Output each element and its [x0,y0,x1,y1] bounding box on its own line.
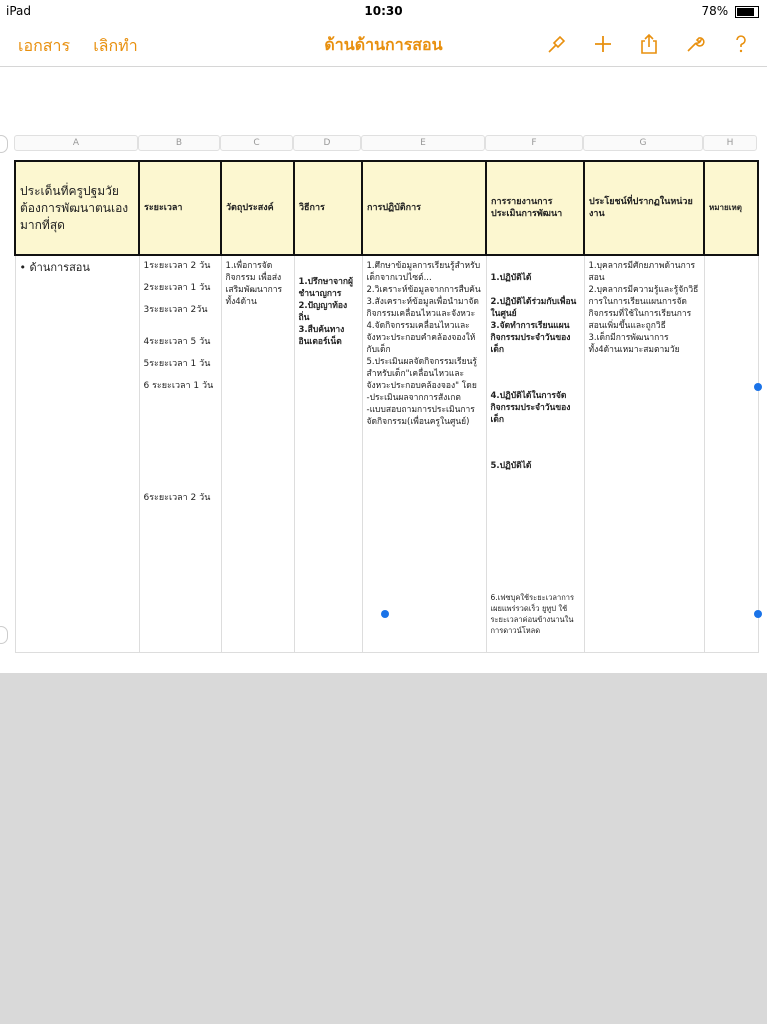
cell-g2[interactable]: 1.บุคลากรมีศักยภาพด้านการสอน 2.บุคลากรมีความรู้และรู้จักวิธีการในการเรียนแผนการจัดกิจกรรมที่ใช้ในการเรียนการสอนเพิ่มขึ้นและถูกวิธี 3.เด็กมีการพัฒนาการทั้ง4ด้านเหมาะสมตามวัย [584,255,704,653]
duration-7: 6ระยะเวลา 2 วัน [143,493,211,503]
cell-a2-text: ด้านการสอน [29,261,90,274]
brush-icon[interactable] [541,28,573,60]
battery-status [702,4,760,18]
document-title[interactable]: ด้านด้านการสอน [324,35,443,54]
duration-5: 5ระยะเวลา 1 วัน [143,359,211,369]
column-header-a[interactable]: A [14,135,138,151]
cell-c2[interactable]: 1.เพื่อการจัดกิจกรรม เพื่อส่งเสริมพัฒนาการทั้ง4ด้าน [221,255,294,653]
cell-b2[interactable] [139,255,221,653]
column-header-e[interactable]: E [361,135,485,151]
header-cell-issue[interactable] [15,161,139,255]
report-1: 1.ปฏิบัติได้ 2.ปฏิบัติได้ร่วมกับเพื่อนในศูนย์ 3.จัดทำการเรียนแผนกิจกรรมประจำวันของเด็ก [490,273,577,355]
duration-3: 3ระยะเวลา 2วัน [143,305,208,315]
table-row [15,255,758,653]
column-header-g[interactable]: G [583,135,703,151]
cell-a2[interactable]: • ด้านการสอน [15,255,139,653]
duration-1: 1ระยะเวลา 2 วัน [143,261,211,271]
status-bar [0,0,767,22]
cell-h2[interactable] [704,255,758,653]
cell-f2[interactable] [486,255,584,653]
column-header-c[interactable]: C [220,135,293,151]
report-4: 4.ปฏิบัติได้ในการจัดกิจกรรมประจำวันของเด็ก [490,391,571,425]
header-row [15,161,758,255]
clock: 10:30 [364,4,403,18]
duration-2: 2ระยะเวลา 1 วัน [143,283,211,293]
battery-percent: 78% [701,4,729,18]
cell-d2[interactable] [294,255,362,653]
data-table [14,160,759,653]
header-cell-report[interactable]: การรายงานการประเมินการพัฒนา [486,161,584,255]
header-cell-duration[interactable]: ระยะเวลา [139,161,221,255]
selection-handle-corner[interactable] [754,610,762,618]
toolbar [0,22,767,67]
report-5: 5.ปฏิบัติได้ [490,461,532,471]
documents-button[interactable]: เอกสาร [18,36,71,55]
column-header-h[interactable]: H [703,135,757,151]
selection-handle-right[interactable] [754,383,762,391]
header-issue-text: ประเด็นที่ครูปฐมวัยต้องการพัฒนาตนเองมากที่สุด [20,183,129,232]
plus-icon[interactable] [587,28,619,60]
column-header-d[interactable]: D [293,135,361,151]
header-cell-method[interactable]: วิธีการ [294,161,362,255]
cell-d2-text: 1.ปรึกษาจากผู้ชำนาญการ 2.ปัญญาท้องถิ่น 3.สืบค้นทางอินเตอร์เน็ต [298,277,354,347]
empty-area [0,673,767,1024]
column-header-b[interactable]: B [138,135,220,151]
battery-icon [735,6,759,18]
help-icon[interactable] [725,28,757,60]
header-cell-benefit[interactable]: ประโยชน์ที่ปรากฏในหน่วยงาน [584,161,704,255]
header-cell-action[interactable]: การปฏิบัติการ [362,161,486,255]
column-headers [14,135,757,151]
share-icon[interactable] [633,28,665,60]
duration-4: 4ระยะเวลา 5 วัน [143,337,211,347]
report-6: 6.เฟซบุคใช้ระยะเวลาการเผยแพร่รวดเร็ว ยูทูป ใช้ระยะเวลาค่อนข้างนานในการดาวน์โหลด [490,593,574,635]
header-cell-objective[interactable]: วัตถุประสงค์ [221,161,294,255]
wrench-icon[interactable] [679,28,711,60]
selection-handle-bottom[interactable] [381,610,389,618]
duration-6: 6 ระยะเวลา 1 วัน [143,381,214,391]
device-label: iPad [6,4,32,18]
column-header-f[interactable]: F [485,135,583,151]
undo-button[interactable]: เลิกทำ [93,36,138,55]
header-cell-note[interactable]: หมายเหตุ [704,161,758,255]
cell-e2[interactable]: 1.ศึกษาข้อมูลการเรียนรู้สำหรับเด็กจากเวปไซต์... 2.วิเคราะห์ข้อมูลจากการสืบค้น 3.สังเคราะห์ข้อมูลเพื่อนำมาจัดกิจกรรมเคลื่อนไหวและจังหวะ 4.จัดกิจกรรมเคลื่อนไหวและจังหวะประกอบคำคล้องจองให้กับเด็ก 5.ประเมินผลจัดกิจกรรมเรียนรู้สำหรับเด็ก"เคลื่อนไหวและจังหวะประกอบคล้องจอง" โดย -ประเมินผลจากการสังเกต -แบบสอบถามการประเมินการจัดกิจกรรม(เพื่อนครูในศูนย์) [362,255,486,653]
